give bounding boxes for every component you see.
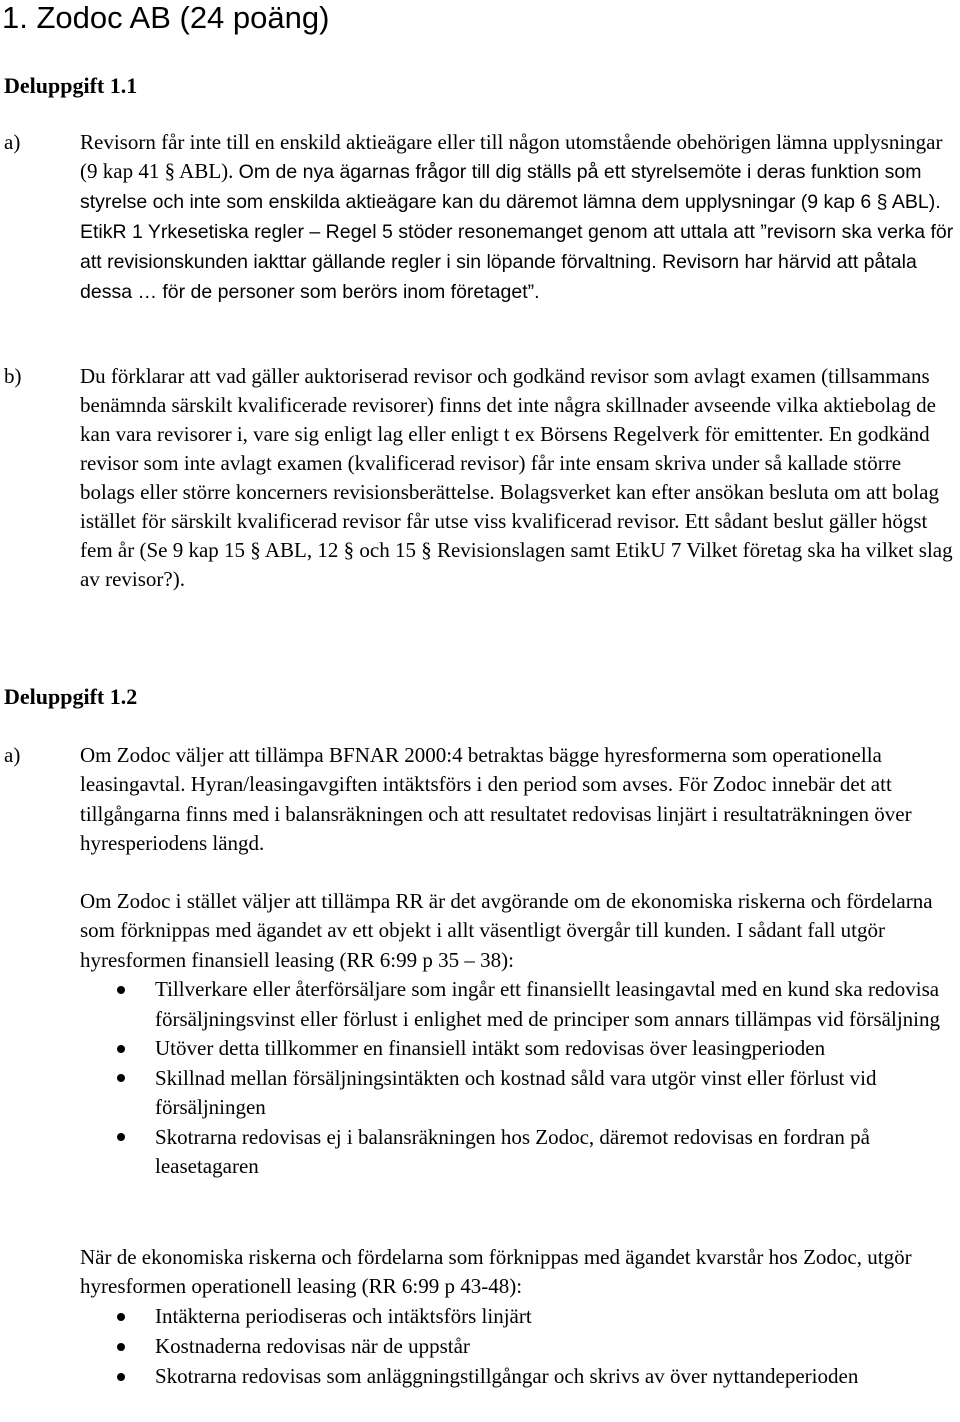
paragraph-1-1-a-part1: Revisorn får inte till en enskild aktieägare eller till någon utomstående obehörigen lämna upplysningar (9 kap 41 § ABL).: [80, 130, 943, 183]
section-heading-1-1: Deluppgift 1.1: [4, 73, 138, 98]
paragraph-1-2-a-3: När de ekonomiska riskerna och fördelarna som förknippas med ägandet kvarstår hos Zodoc, utgör hyresformen operationell leasing (RR 6:99 p 43-48):: [80, 1245, 912, 1299]
bullet-icon: [117, 1045, 125, 1053]
bullet-icon: [117, 986, 125, 994]
section-heading-1-2: Deluppgift 1.2: [4, 684, 138, 709]
list-item: Tillverkare eller återförsäljare som ingår ett finansiellt leasingavtal med en kund ska redovisa försäljningsvinst eller förlust i enlighet med de principer som annars tillämpas vid försäljning: [80, 975, 960, 1034]
paragraph-1-1-b: Du förklarar att vad gäller auktoriserad revisor och godkänd revisor som avlagt examen (tillsammans benämnda särskilt kvalificerade revisorer) finns det inte några skillnader avseende vilka aktiebolag de kan vara revisorer i, vare sig enligt lag eller enligt t ex Börsens Regelverk för emittenter. En godkänd revisor som inte avlagt examen (kvalificerad revisor) får inte ensam skriva under så kallade större bolags eller större koncerners revisionsberättelse. Bolagsverket kan efter ansökan besluta om att bolag istället för särskilt kvalificerad revisor får utse viss kvalificerad revisor. Ett sådant beslut gäller högst fem år (Se 9 kap 15 § ABL, 12 § och 15 § Revisionslagen samt EtikU 7 Vilket företag ska ha vilket slag av revisor?).: [80, 364, 953, 591]
item-label-1-2-a: a): [4, 743, 21, 767]
list-item: Skillnad mellan försäljningsintäkten och kostnad såld vara utgör vinst eller förlust vid försäljningen: [80, 1064, 960, 1123]
bullet-icon: [117, 1343, 125, 1351]
list-item: Intäkterna periodiseras och intäktsförs linjärt: [80, 1302, 960, 1332]
paragraph-1-1-a: [80, 128, 960, 307]
item-label-1-1-b: b): [4, 364, 22, 388]
bullet-icon: [117, 1133, 125, 1141]
list-item: Skotrarna redovisas ej i balansräkningen hos Zodoc, däremot redovisas en fordran på leasetagaren: [80, 1123, 960, 1182]
list-item: Kostnaderna redovisas när de uppstår: [80, 1332, 960, 1362]
bullet-icon: [117, 1313, 125, 1321]
paragraph-1-2-a-2: Om Zodoc i stället väljer att tillämpa RR är det avgörande om de ekonomiska riskerna och fördelarna som förknippas med ägandet av ett objekt i allt väsentligt övergår till kunden. I sådant fall utgör hyresformen finansiell leasing (RR 6:99 p 35 – 38):: [80, 889, 933, 972]
list-item: Utöver detta tillkommer en finansiell intäkt som redovisas över leasingperioden: [80, 1034, 960, 1064]
item-label-1-1-a: a): [4, 130, 21, 154]
bullet-list-finansiell: [80, 975, 960, 1182]
page-title: 1. Zodoc AB (24 poäng): [2, 0, 330, 35]
paragraph-1-2-a-1: Om Zodoc väljer att tillämpa BFNAR 2000:4 betraktas bägge hyresformerna som operationella leasingavtal. Hyran/leasingavgiften intäktsförs i den period som avses. För Zodoc innebär det att tillgångarna finns med i balansräkningen och att resultatet redovisas linjärt i resultaträkningen över hyresperiodens längd.: [80, 743, 912, 856]
list-item: Skotrarna redovisas som anläggningstillgångar och skrivs av över nyttandeperioden: [80, 1362, 960, 1392]
bullet-list-operationell: [80, 1302, 960, 1393]
bullet-icon: [117, 1373, 125, 1381]
bullet-icon: [117, 1074, 125, 1082]
paragraph-1-1-a-part2: Om de nya ägarnas frågor till dig ställs på ett styrelsemöte i deras funktion som styrelse och inte som enskilda aktieägare kan du däremot lämna dem upplysningar (9 kap 6 § ABL). EtikR 1 Yrkesetiska regler – Regel 5 stöder resonemanget genom att uttala att ”revisorn ska verka för att revisionskunden iakttar gällande regler i sin löpande förvaltning. Revisorn har härvid att påtala dessa … för de personer som berörs inom företaget”.: [80, 161, 954, 303]
